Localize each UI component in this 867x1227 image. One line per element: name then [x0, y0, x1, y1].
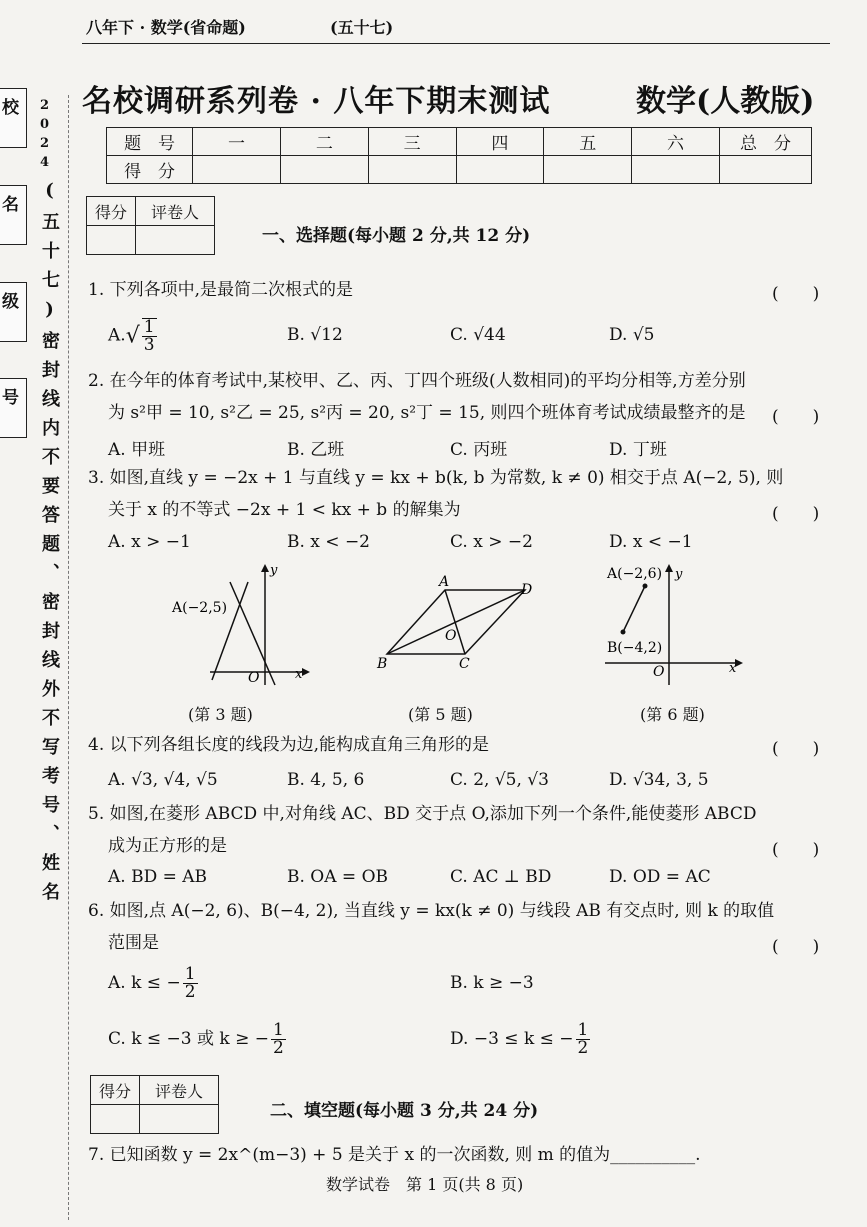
school-field[interactable] [0, 88, 27, 148]
q5-option-c[interactable]: C. AC ⊥ BD [450, 867, 552, 887]
score-col-4: 四 [456, 128, 544, 156]
score-col-1: 一 [193, 128, 281, 156]
q1-text: 1. 下列各项中,是最简二次根式的是 [88, 280, 354, 300]
score-cell[interactable] [544, 156, 632, 184]
score-cell[interactable] [368, 156, 456, 184]
score-cell[interactable] [193, 156, 281, 184]
q6-a-text: A. k ≤ − [108, 973, 181, 993]
figure-5 [375, 574, 545, 678]
class-label: 级 [2, 292, 19, 312]
q5-answer[interactable]: ( ) [772, 840, 820, 860]
q6-c-den: 2 [273, 1038, 284, 1058]
fig6-point-a [643, 584, 648, 589]
binding-year: 2024 [37, 98, 52, 174]
q6-option-c[interactable] [108, 1022, 288, 1057]
grader-score-cell[interactable] [91, 1105, 140, 1134]
score-col-total: 总 分 [719, 128, 811, 156]
fig3-point-a: A(−2,5) [172, 600, 228, 616]
binding-notice: (五十七)密封线内不要答题、密封线外不写考号、姓名 [39, 180, 60, 911]
q4-option-d[interactable]: D. √34, 3, 5 [609, 770, 709, 790]
grader-score-label: 得分 [87, 197, 136, 226]
grader-score-label: 得分 [91, 1076, 140, 1105]
q3-line1: 3. 如图,直线 y = −2x + 1 与直线 y = kx + b(k, b 为常数, k ≠ 0) 相交于点 A(−2, 5), 则 [88, 468, 784, 488]
q5-option-b[interactable]: B. OA = OB [287, 867, 388, 887]
q1-answer[interactable]: ( ) [772, 284, 820, 304]
q6-d-den: 2 [577, 1038, 589, 1058]
class-field[interactable] [0, 282, 27, 342]
score-cell[interactable] [456, 156, 544, 184]
fig5-label-b: B [377, 656, 388, 672]
score-col-3: 三 [368, 128, 456, 156]
section2-title: 二、填空题(每小题 3 分,共 24 分) [270, 1101, 539, 1121]
page-title: 名校调研系列卷 · 八年下期末测试 [82, 84, 551, 119]
fig6-label-b: B(−4,2) [607, 640, 663, 656]
score-row-label: 得 分 [107, 156, 193, 184]
name-label: 名 [2, 195, 19, 215]
q1-a-den: 3 [143, 335, 155, 355]
q6-line2: 范围是 [108, 933, 159, 953]
q7-text: 7. 已知函数 y = 2x^(m−3) + 5 是关于 x 的一次函数, 则 m 的值为__________. [88, 1145, 701, 1165]
q6-option-d[interactable] [450, 1022, 592, 1057]
q6-option-a[interactable] [108, 966, 200, 1001]
page-footer: 数学试卷 第 1 页(共 8 页) [326, 1175, 524, 1194]
q2-line1: 2. 在今年的体育考试中,某校甲、乙、丙、丁四个班级(人数相同)的平均分相等,方差分别 [88, 371, 746, 391]
grader-box-2 [90, 1075, 219, 1134]
q5-option-d[interactable]: D. OD = AC [609, 867, 711, 887]
fig6-segment-ab [623, 586, 645, 632]
q6-c-num: 1 [273, 1020, 284, 1040]
q3-line2: 关于 x 的不等式 −2x + 1 < kx + b 的解集为 [108, 500, 461, 520]
q4-option-b[interactable]: B. 4, 5, 6 [287, 770, 365, 790]
score-cell[interactable] [719, 156, 811, 184]
fig3-y-arrow [261, 564, 269, 572]
series-number: (五十七) [330, 18, 394, 37]
q3-option-b[interactable]: B. x < −2 [287, 532, 370, 552]
q6-option-b[interactable]: B. k ≥ −3 [450, 973, 534, 993]
q6-line1: 6. 如图,点 A(−2, 6)、B(−4, 2), 当直线 y = kx(k ≠ 0) 与线段 AB 有交点时, 则 k 的取值 [88, 901, 775, 921]
q3-answer[interactable]: ( ) [772, 504, 820, 524]
fig5-caption: (第 5 题) [408, 705, 473, 724]
number-label: 号 [2, 388, 19, 408]
figure-6 [605, 560, 755, 690]
fig5-label-a: A [439, 574, 450, 590]
score-col-6: 六 [632, 128, 720, 156]
score-head: 题 号 [107, 128, 193, 156]
section1-title: 一、选择题(每小题 2 分,共 12 分) [262, 226, 531, 246]
q6-answer[interactable]: ( ) [772, 937, 820, 957]
fig6-x-label: x [729, 661, 737, 676]
fig3-origin: O [248, 670, 260, 686]
seal-line [68, 95, 69, 1220]
q3-option-c[interactable]: C. x > −2 [450, 532, 533, 552]
q1-a-num: 1 [143, 317, 155, 337]
fig6-y-arrow [665, 564, 673, 572]
q1-option-a[interactable]: A.√ $\frac{1}{3}$ [108, 317, 155, 355]
q6-a-num: 1 [184, 964, 196, 984]
school-label: 校 [2, 98, 19, 118]
fig3-x-arrow [302, 668, 310, 676]
q4-text: 4. 以下列各组长度的线段为边,能构成直角三角形的是 [88, 735, 490, 755]
fig5-label-d: D [521, 582, 533, 598]
q4-option-c[interactable]: C. 2, √5, √3 [450, 770, 549, 790]
q6-a-den: 2 [184, 982, 196, 1002]
grader-reviewer-label: 评卷人 [136, 197, 215, 226]
q3-option-d[interactable]: D. x < −1 [609, 532, 693, 552]
q1-option-b[interactable]: B. √12 [287, 325, 343, 345]
subject-title: 数学(人教版) [636, 84, 815, 119]
fig3-line-2 [212, 582, 248, 680]
q2-option-a[interactable]: A. 甲班 [108, 440, 166, 460]
q2-answer[interactable]: ( ) [772, 407, 820, 427]
q2-option-b[interactable]: B. 乙班 [287, 440, 345, 460]
q2-option-c[interactable]: C. 丙班 [450, 440, 508, 460]
fig6-y-label: y [675, 567, 683, 582]
name-field[interactable] [0, 185, 27, 245]
score-cell[interactable] [632, 156, 720, 184]
q2-option-d[interactable]: D. 丁班 [609, 440, 667, 460]
fig5-diagonal-bd [387, 590, 525, 654]
number-field[interactable] [0, 378, 27, 438]
series-label: 八年下 · 数学(省命题) [86, 18, 246, 37]
grader-reviewer-cell[interactable] [140, 1105, 219, 1134]
q2-line2: 为 s²甲 = 10, s²乙 = 25, s²丙 = 20, s²丁 = 15, 则四个班体育考试成绩最整齐的是 [108, 403, 746, 423]
grader-score-cell[interactable] [87, 226, 136, 255]
q5-option-a[interactable]: A. BD = AB [108, 867, 208, 887]
score-col-2: 二 [280, 128, 368, 156]
fig6-caption: (第 6 题) [640, 705, 705, 724]
grader-reviewer-cell[interactable] [136, 226, 215, 255]
q4-answer[interactable]: ( ) [772, 739, 820, 759]
q4-option-a[interactable]: A. √3, √4, √5 [108, 770, 218, 790]
fig3-x-label: x [295, 667, 303, 682]
score-cell[interactable] [280, 156, 368, 184]
fig3-y-label: y [270, 563, 278, 578]
figure-3 [170, 560, 320, 690]
fig3-caption: (第 3 题) [188, 705, 253, 724]
q6-c-text: C. k ≤ −3 或 k ≥ − [108, 1029, 270, 1049]
score-col-5: 五 [544, 128, 632, 156]
fig6-label-a: A(−2,6) [607, 566, 663, 582]
fig6-origin: O [653, 664, 665, 680]
q1-option-c[interactable]: C. √44 [450, 325, 506, 345]
grader-reviewer-label: 评卷人 [140, 1076, 219, 1105]
q6-d-text: D. −3 ≤ k ≤ − [450, 1029, 574, 1049]
q1-option-d[interactable]: D. √5 [609, 325, 655, 345]
header-rule [82, 43, 830, 44]
fig5-label-c: C [459, 656, 470, 672]
q1-a-label: A. [108, 325, 126, 346]
fig5-label-o: O [445, 628, 457, 644]
q3-option-a[interactable]: A. x > −1 [108, 532, 191, 552]
grader-box-1 [86, 196, 215, 255]
q6-d-num: 1 [577, 1020, 589, 1040]
q5-line1: 5. 如图,在菱形 ABCD 中,对角线 AC、BD 交于点 O,添加下列一个条件,能使菱形 ABCD [88, 804, 757, 824]
score-table [106, 127, 812, 184]
q5-line2: 成为正方形的是 [108, 836, 227, 856]
fig6-point-b [621, 630, 626, 635]
